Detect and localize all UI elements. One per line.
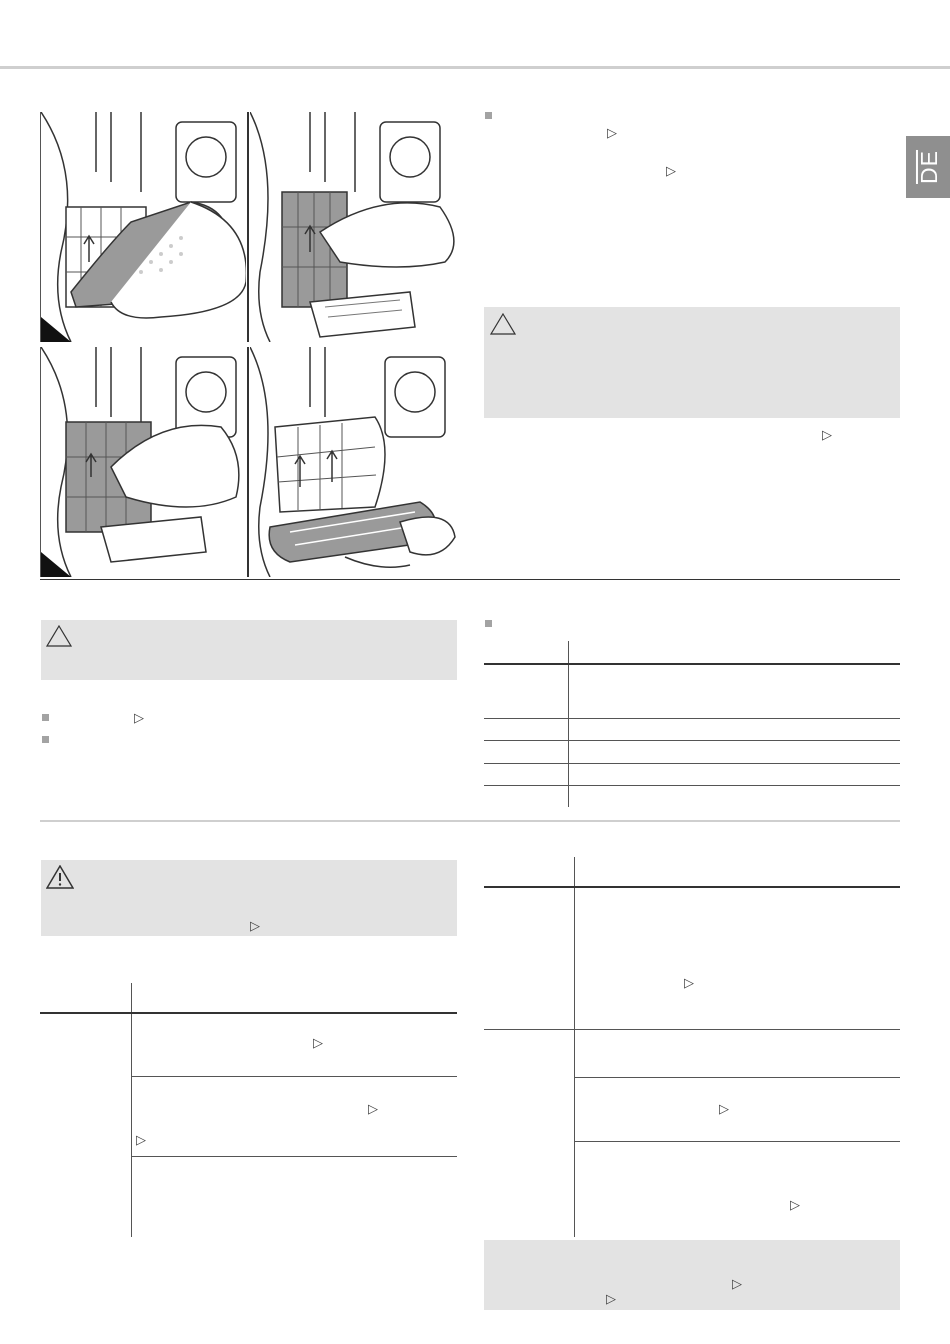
figure-step-4 bbox=[250, 347, 460, 577]
table-3-header-rule bbox=[484, 886, 900, 888]
square-bullet-icon bbox=[485, 620, 492, 627]
warning-box-middle-left bbox=[41, 620, 457, 680]
section-rule-1 bbox=[40, 579, 900, 580]
table-3-row-rule bbox=[574, 1077, 900, 1078]
section-rule-2 bbox=[40, 820, 900, 822]
pointer-icon: ▷ bbox=[666, 163, 676, 178]
table-3-row-rule bbox=[574, 1141, 900, 1142]
warning-box-upper-right bbox=[484, 307, 900, 418]
pointer-icon: ▷ bbox=[368, 1101, 378, 1116]
pointer-icon: ▷ bbox=[136, 1132, 146, 1147]
table-1-divider bbox=[568, 641, 569, 807]
warning-triangle-icon bbox=[46, 625, 72, 647]
square-bullet-icon bbox=[42, 714, 49, 721]
table-2-row-rule bbox=[131, 1156, 457, 1157]
warning-triangle-icon bbox=[490, 313, 516, 335]
pointer-icon: ▷ bbox=[607, 125, 617, 140]
table-1-row-rule bbox=[484, 740, 900, 741]
table-2-row-rule bbox=[131, 1076, 457, 1077]
table-3-divider bbox=[574, 857, 575, 1237]
pointer-icon: ▷ bbox=[822, 427, 832, 442]
pointer-icon: ▷ bbox=[134, 710, 144, 725]
figure-divider-bottom bbox=[247, 347, 249, 577]
header-rule bbox=[0, 66, 950, 69]
pointer-icon: ▷ bbox=[684, 975, 694, 990]
square-bullet-icon bbox=[42, 736, 49, 743]
table-1-row-rule bbox=[484, 763, 900, 764]
table-1-header-rule bbox=[484, 663, 900, 665]
pointer-icon: ▷ bbox=[606, 1291, 616, 1306]
table-1-row-rule bbox=[484, 718, 900, 719]
warning-triangle-icon bbox=[46, 865, 74, 889]
pointer-icon: ▷ bbox=[732, 1276, 742, 1291]
table-3-row-rule bbox=[484, 1029, 900, 1030]
table-1-row-rule bbox=[484, 785, 900, 786]
language-tab[interactable] bbox=[906, 136, 950, 198]
pointer-icon: ▷ bbox=[719, 1101, 729, 1116]
figure-step-2 bbox=[250, 112, 460, 342]
figure-step-1 bbox=[41, 112, 246, 342]
warning-box-bottom-left bbox=[41, 860, 457, 936]
note-box-bottom-right bbox=[484, 1240, 900, 1310]
pointer-icon: ▷ bbox=[790, 1197, 800, 1212]
pointer-icon: ▷ bbox=[313, 1035, 323, 1050]
pointer-icon: ▷ bbox=[250, 918, 260, 933]
figure-divider-top bbox=[247, 112, 249, 342]
table-2-divider bbox=[131, 983, 132, 1237]
table-2-header-rule bbox=[40, 1012, 457, 1014]
square-bullet-icon bbox=[485, 112, 492, 119]
figure-step-3 bbox=[41, 347, 246, 577]
language-tab-label: DE bbox=[915, 150, 942, 184]
